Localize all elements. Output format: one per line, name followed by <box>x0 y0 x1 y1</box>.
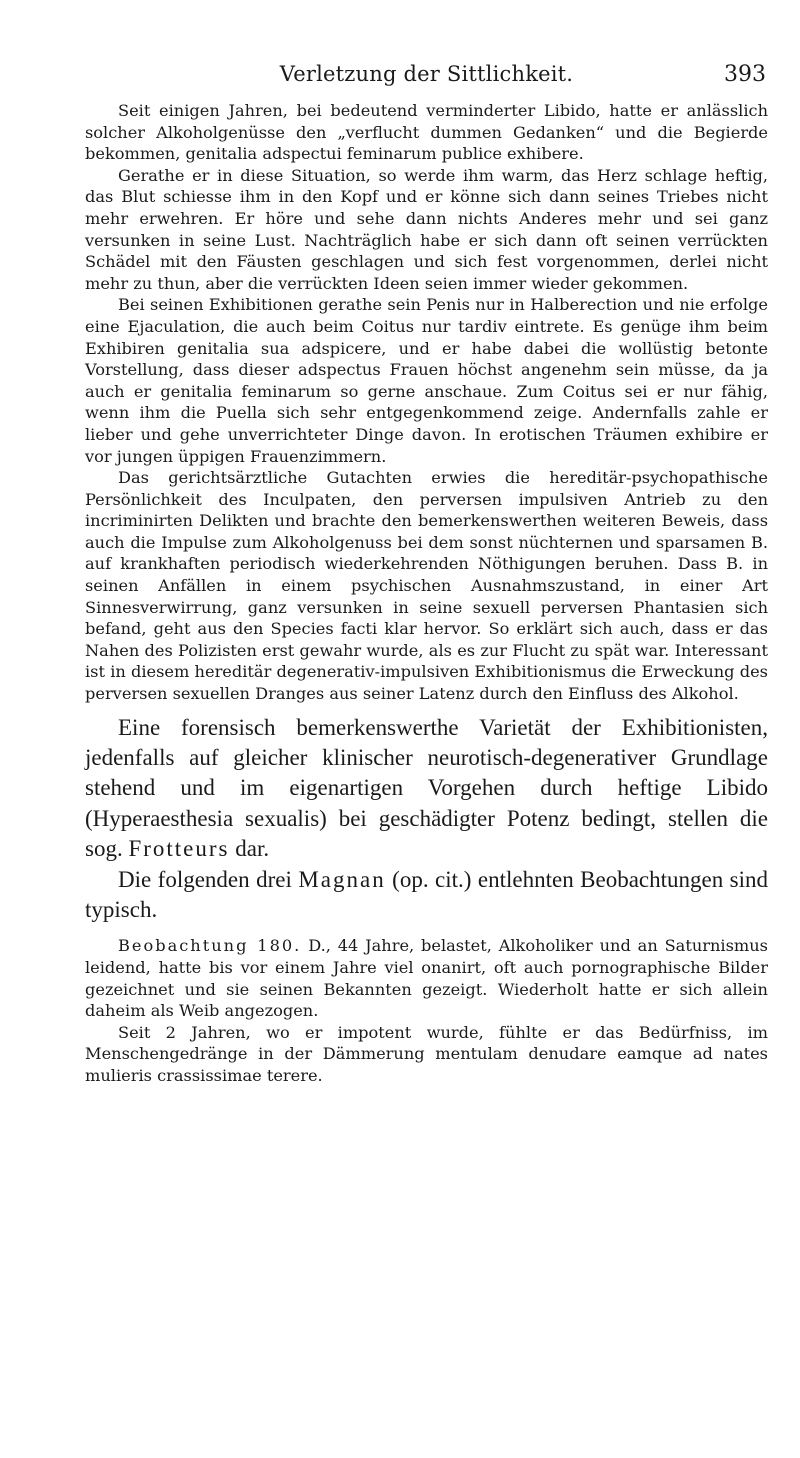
section-paragraph <box>85 865 768 926</box>
paragraph: Bei seinen Exhibitionen gerathe sein Penis nur in Halberection und nie erfolge eine Ejaculation, die auch beim Coitus nur tardiv eintrete. Es genüge ihm beim Exhibiren genitalia sua adspicere, und er habe dabei die wollüstig betonte Vorstellung, dass dieser adspectus Frauen höchst angenehm sein müsse, da ja auch er genitalia feminarum so gerne anschaue. Zum Coitus sei er nur fähig, wenn ihm die Puella sich sehr entgegenkommend zeige. Andernfalls zahle er lieber und gehe unverrichteter Dinge davon. In erotischen Träumen exhibire er vor jungen üppigen Frauenzimmern. <box>85 295 768 466</box>
running-title: Verletzung der Sittlichkeit. <box>279 62 574 86</box>
book-page <box>85 0 768 1458</box>
observation-paragraph: Seit 2 Jahren, wo er impotent wurde, fühlte er das Bedürfniss, im Menschengedränge in der Dämmerung mentulam denudare eamque ad nates mulieris crassissimae terere. <box>85 1022 768 1086</box>
observation-text: D., 44 Jahre, belastet, Alkoholiker und an Saturnismus leidend, hatte bis vor einem Jahre viel onanirt, oft auch pornographische Bilder gezeichnet und sie seinen Bekannten gezeigt. Wiederholt hatte er sich allein daheim als Weib angezogen. <box>85 936 768 1021</box>
section-text: Eine forensisch bemerkenswerthe Varietät der Exhibitionisten, jedenfalls auf gleicher klinischer neurotisch-degenerativer Grundlage stehend und im eigenartigen Vorgehen durch heftige Libido (Hyperaesthesia sexualis) bei geschädigter Potenz bedingt, stellen die sog. <box>85 714 768 862</box>
running-head <box>85 0 768 87</box>
observation-label: Beobachtung 180. <box>118 936 302 956</box>
section-text: dar. <box>235 836 270 862</box>
author-name: Magnan <box>298 866 386 892</box>
emphasized-term: Frotteurs <box>128 836 230 862</box>
page-number: 393 <box>724 62 766 87</box>
paragraph: Seit einigen Jahren, bei bedeutend verminderter Libido, hatte er anlässlich solcher Alkoholgenüsse den „verflucht dummen Gedanken“ und die Begierde bekommen, genitalia adspectui feminarum publice exhibere. <box>85 101 768 164</box>
observation-paragraph <box>85 935 768 1021</box>
section-text: Die folgenden drei <box>118 866 292 892</box>
paragraph: Das gerichtsärztliche Gutachten erwies die hereditär-psychopathische Persönlichkeit des Inculpaten, den perversen impulsiven Antrieb zu den incriminirten Delikten und brachte den bemerkenswerthen weiteren Beweis, dass auch die Impulse zum Alkoholgenuss bei dem sonst nüchternen und sparsamen B. auf krankhaften periodisch wiederkehrenden Nöthigungen beruhen. Dass B. in seinen Anfällen in einem psychischen Ausnahmszustand, in einer Art Sinnesverwirrung, ganz versunken in seine sexuell perversen Phantasien sich befand, geht aus den Species facti klar hervor. So erklärt sich auch, dass er das Nahen des Polizisten erst gewahr wurde, als es zur Flucht zu spät war. Interessant ist in diesem hereditär degenerativ-impulsiven Exhibitionismus die Erweckung des perversen sexuellen Dranges aus seiner Latenz durch den Einfluss des Alkohol. <box>85 468 768 704</box>
section-paragraph <box>85 713 768 865</box>
section-text: (op. cit.) entlehnten Beobachtungen sind typisch. <box>85 866 769 923</box>
paragraph: Gerathe er in diese Situation, so werde ihm warm, das Herz schlage heftig, das Blut schiesse ihm in den Kopf und er könne sich dann seines Triebes nicht mehr erwehren. Er höre und sehe dann nichts Anderes mehr und sei ganz versunken in seine Lust. Nachträglich habe er sich dann oft seinen verrückten Schädel mit den Fäusten geschlagen und sich fest vorgenommen, derlei nicht mehr zu thun, aber die verrückten Ideen seien immer wieder gekommen. <box>85 165 768 293</box>
body-text <box>85 100 768 1087</box>
